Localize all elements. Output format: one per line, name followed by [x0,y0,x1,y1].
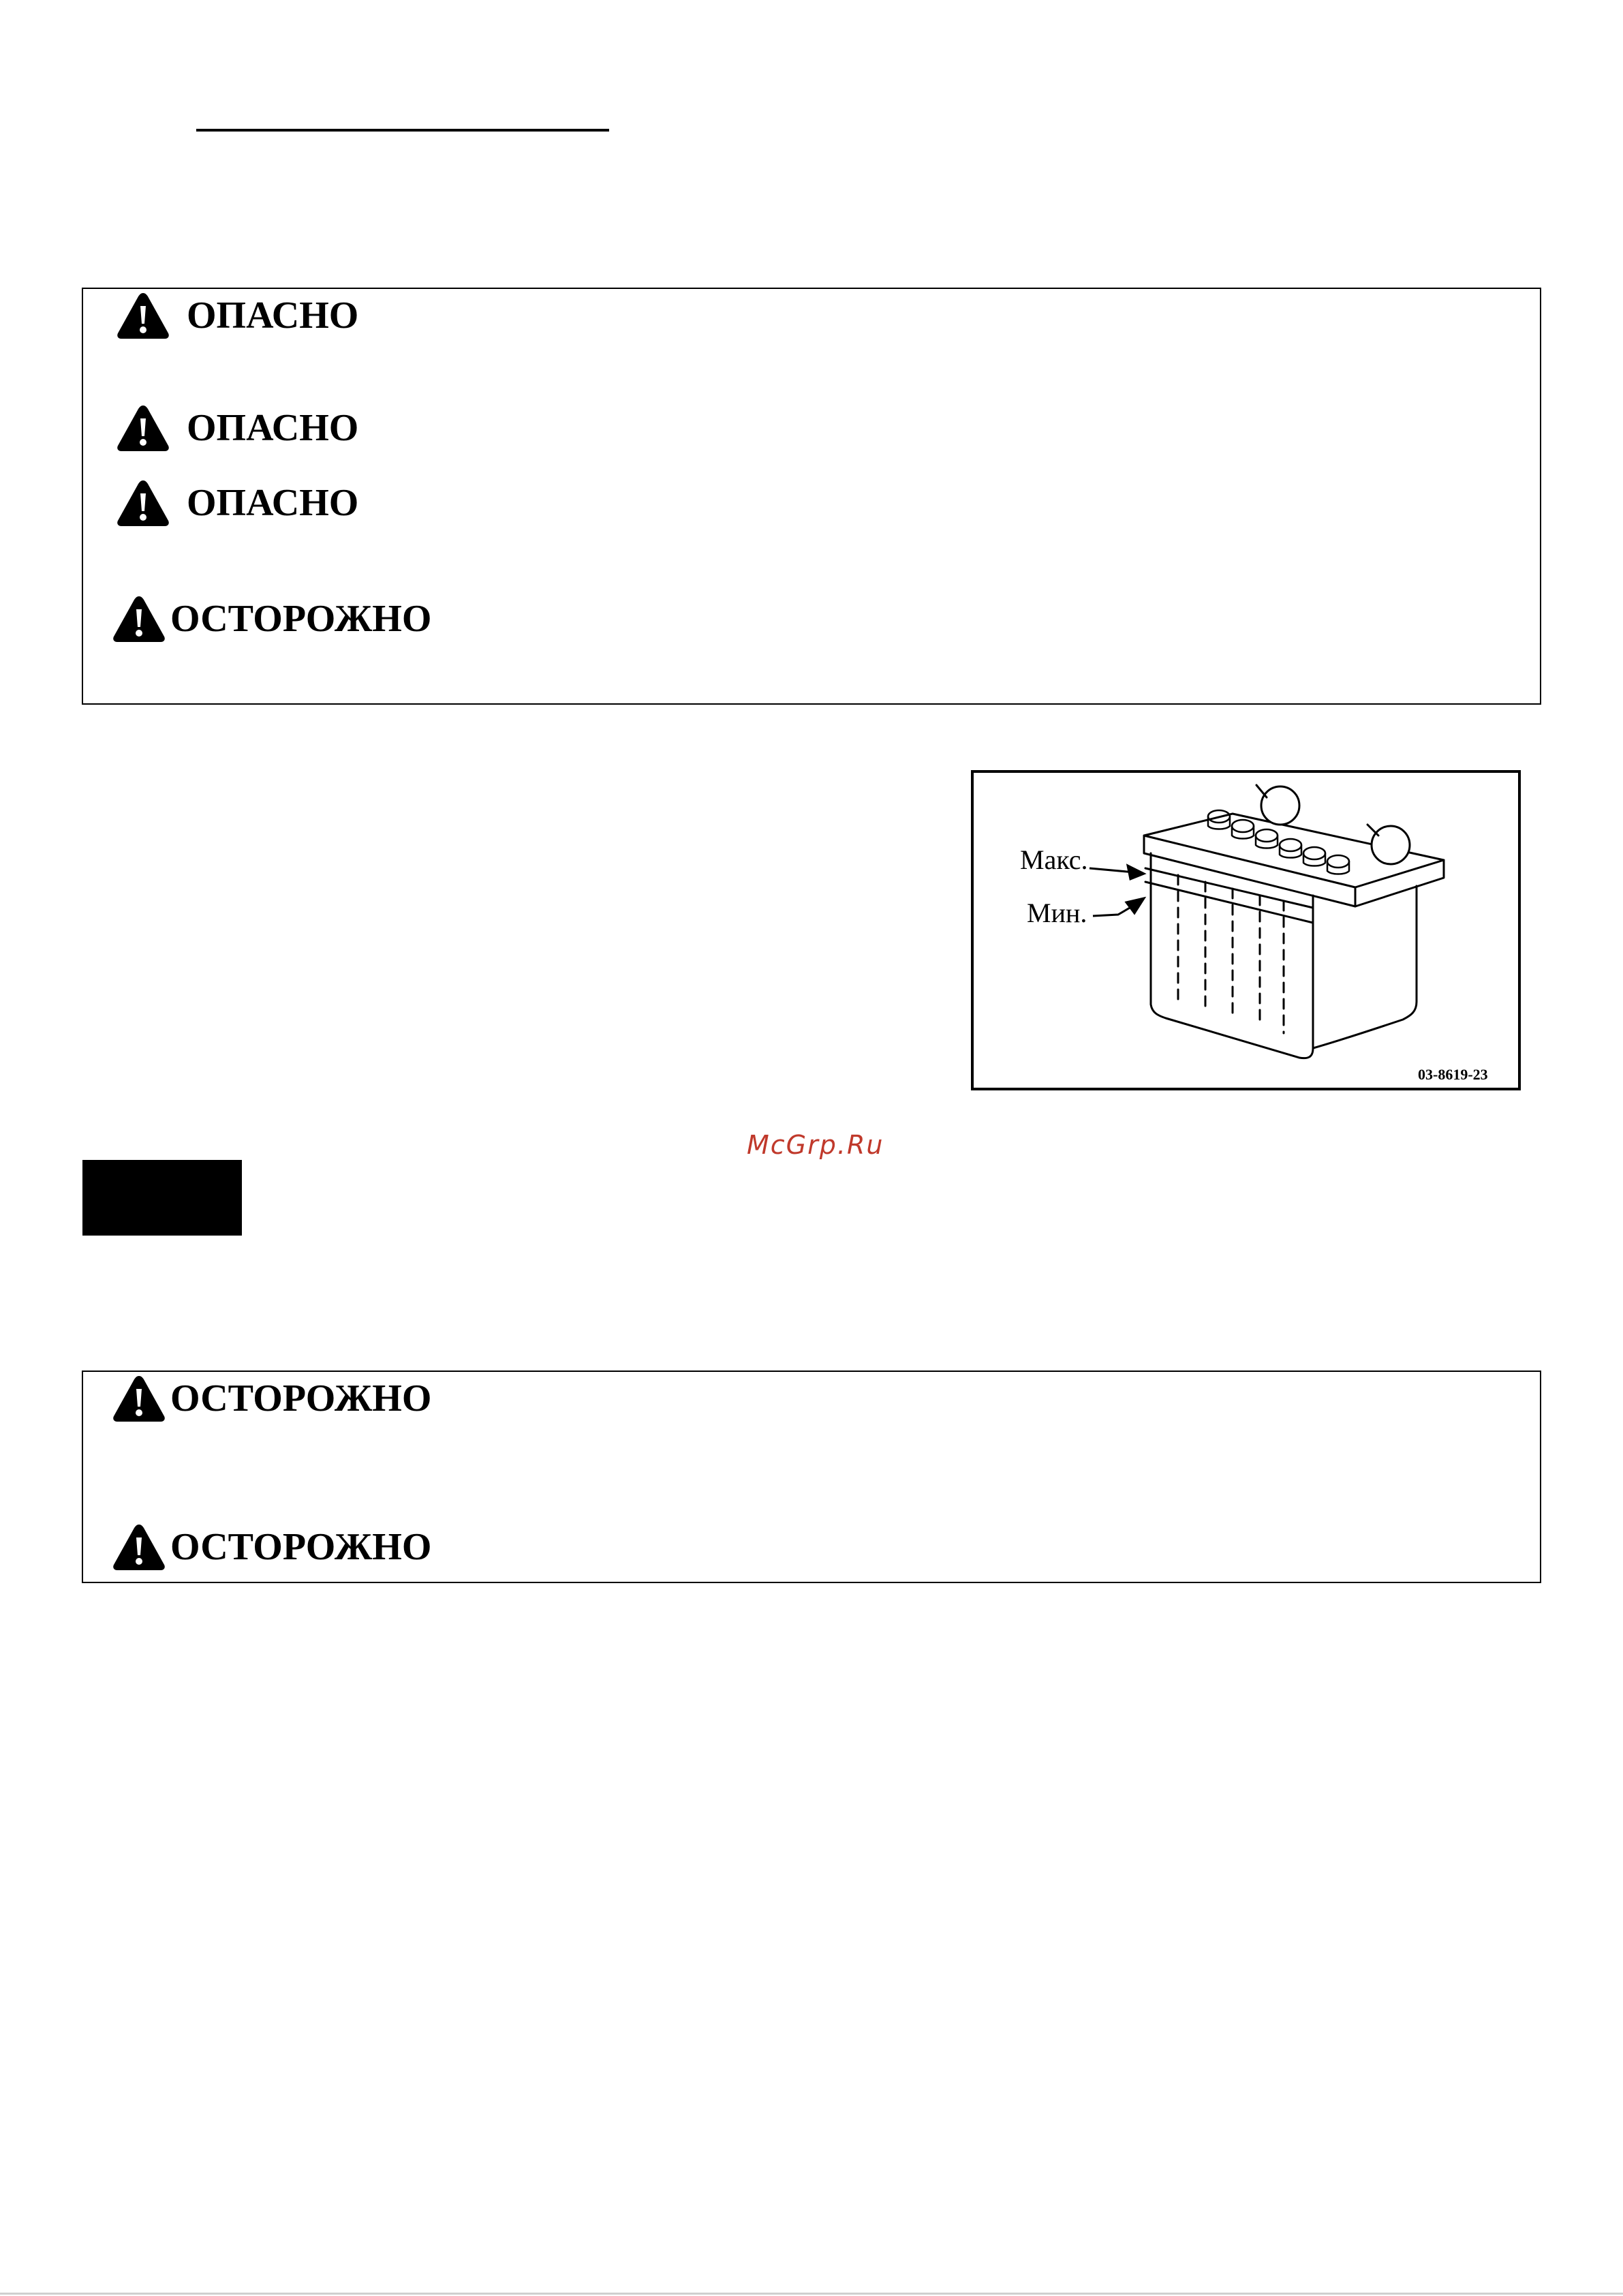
danger-notice-1 [116,288,358,343]
warnings-box-bottom [82,1371,1541,1583]
battery-level-figure [971,770,1521,1090]
warning-triangle-icon [112,1522,166,1572]
page-bottom-rule [0,2293,1623,2295]
caution-notice-1 [112,592,431,646]
section-marker-block [82,1160,242,1236]
danger-notice-3 [116,476,358,530]
max-level-label: Макс. [1020,844,1088,875]
warning-triangle-icon [112,1374,166,1423]
caution-label: ОСТОРОЖНО [170,598,432,640]
caution-notice-3 [112,1520,431,1574]
warning-triangle-icon [116,291,170,340]
caution-label: ОСТОРОЖНО [170,1377,432,1420]
caution-notice-2 [112,1371,431,1426]
header-rule [196,129,609,132]
warning-triangle-icon [116,478,170,527]
danger-label: ОПАСНО [187,482,359,524]
figure-code: 03-8619-23 [1418,1066,1488,1083]
warnings-box-top [82,288,1541,705]
min-level-label: Мин. [1027,898,1087,928]
battery-illustration [974,773,1518,1088]
watermark: McGrp.Ru [747,1130,884,1160]
danger-notice-2 [116,401,358,455]
danger-label: ОПАСНО [187,294,359,337]
warning-triangle-icon [112,594,166,643]
caution-label: ОСТОРОЖНО [170,1526,432,1568]
danger-label: ОПАСНО [187,407,359,449]
warning-triangle-icon [116,403,170,453]
